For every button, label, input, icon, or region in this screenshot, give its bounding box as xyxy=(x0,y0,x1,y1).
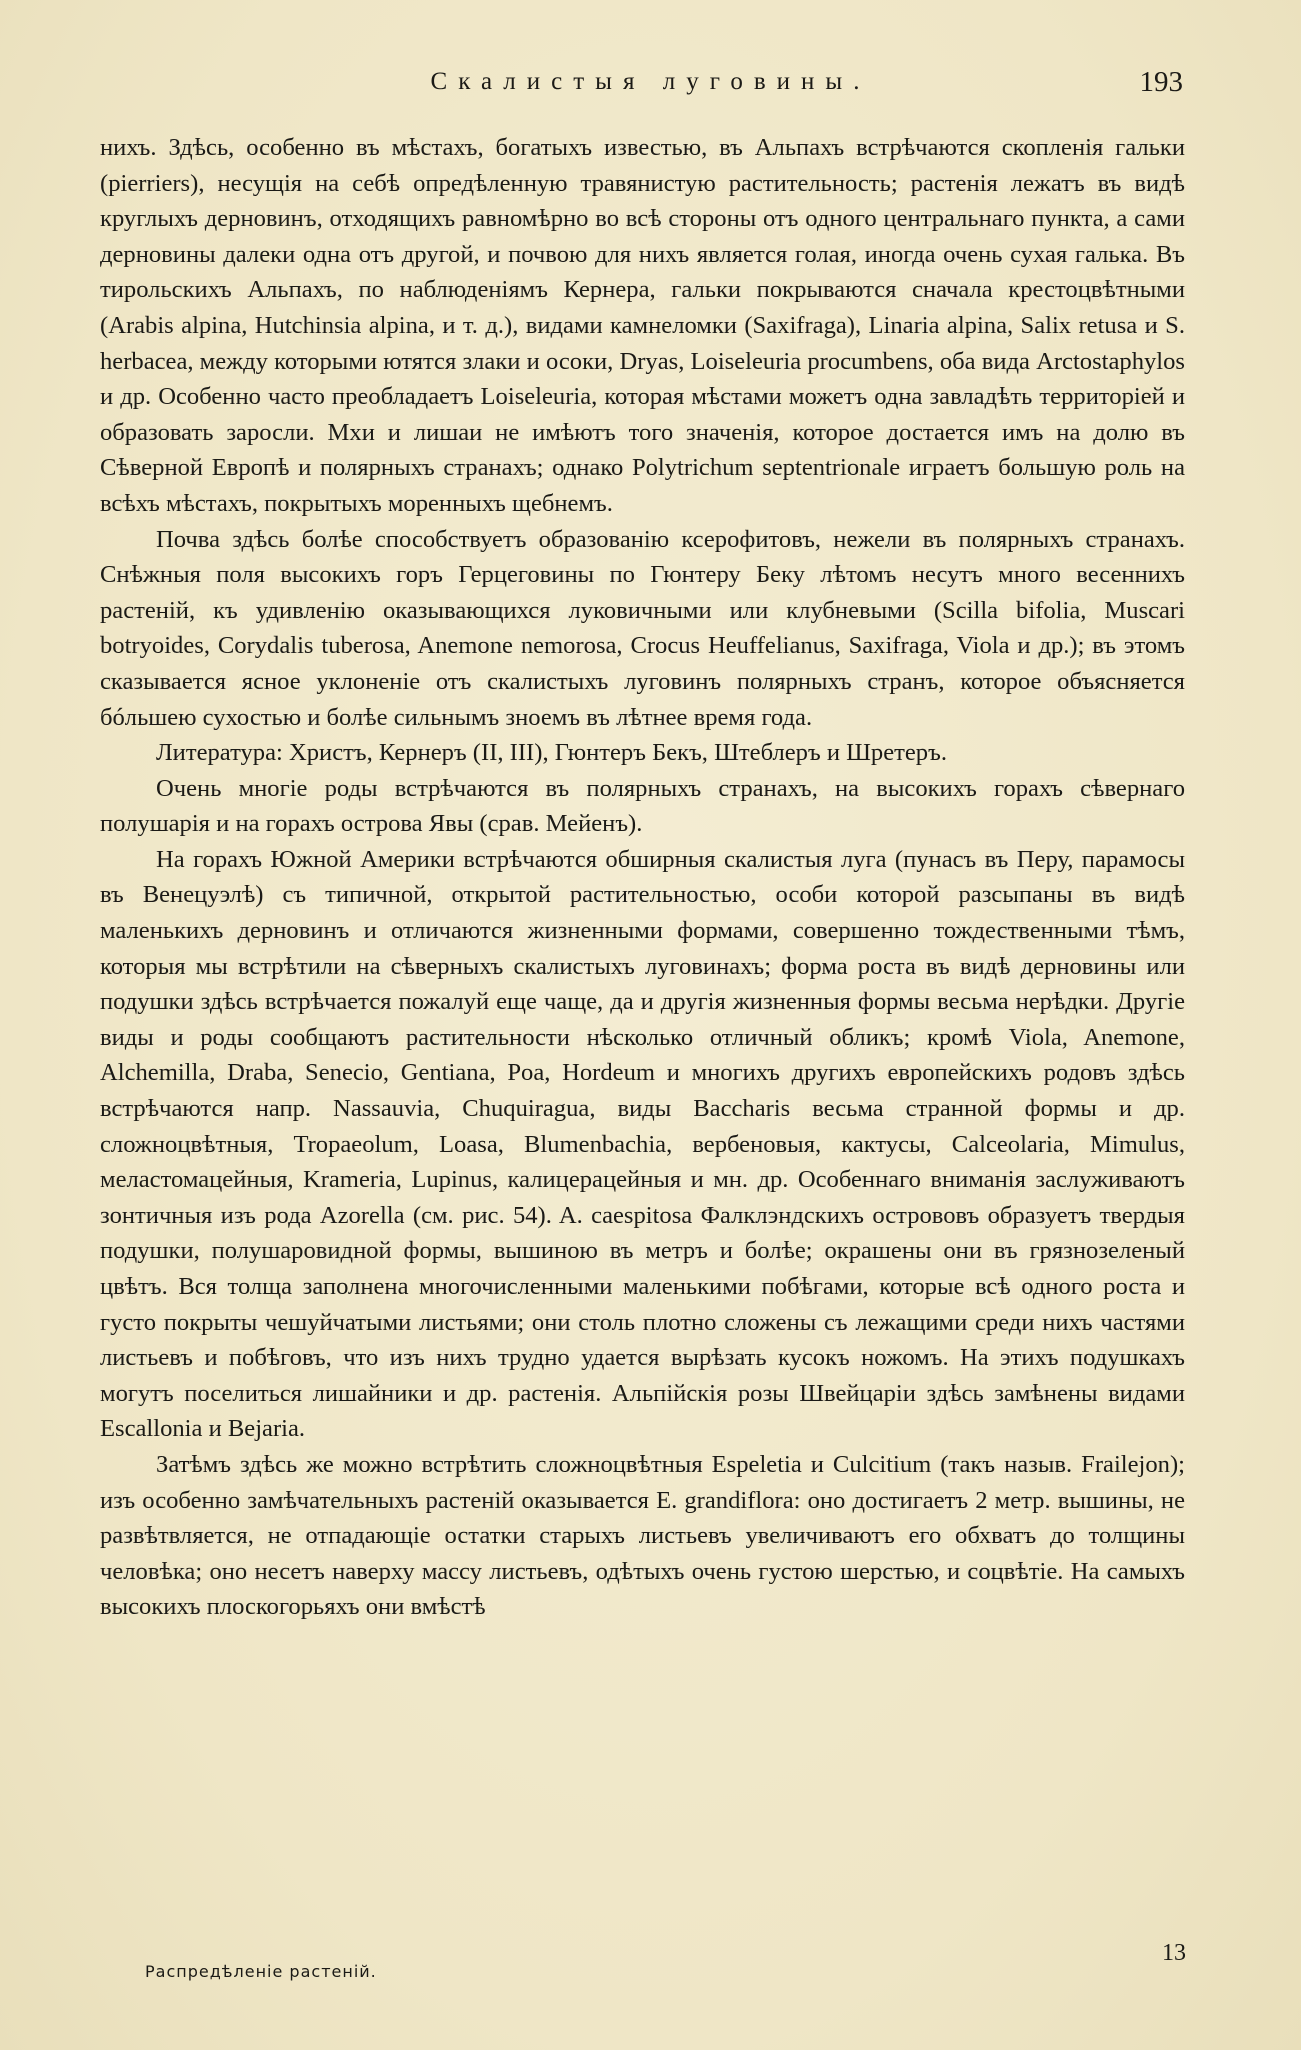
paragraph: На горахъ Южной Америки встрѣчаются обширныя скалистыя луга (пунасъ въ Перу, парамосы въ Венецуэлѣ) съ типичной, открытой растительностью, особи которой разсыпаны въ видѣ маленькихъ дерновинъ и отличаются жизненными формами, совершенно тождественными тѣмъ, которыя мы встрѣтили на сѣверныхъ скалистыхъ луговинахъ; форма роста въ видѣ дерновины или подушки здѣсь встрѣчается пожалуй еще чаще, да и другія жизненныя формы весьма нерѣдки. Другіе виды и роды сообщаютъ растительности нѣсколько отличный обликъ; кромѣ Viola, Anemone, Alchemilla, Draba, Senecio, Gentiana, Poa, Hordeum и многихъ другихъ европейскихъ родовъ здѣсь встрѣчаются напр. Nassauvia, Chuquiragua, виды Baccharis весьма странной формы и др. сложноцвѣтныя, Tropaeolum, Loasa, Blumenbachia, вербеновыя, кактусы, Calceolaria, Mimulus, меластомацейныя, Krameria, Lupinus, калицерацейныя и мн. др. Особеннаго вниманія заслуживаютъ зонтичныя изъ рода Azorella (см. рис. 54). A. caespitosa Фалклэндскихъ острововъ образуетъ твердыя подушки, полушаровидной формы, вышиною въ метръ и болѣе; окрашены они въ грязнозеленый цвѣтъ. Вся толща заполнена многочисленными маленькими побѣгами, которые всѣ одного роста и густо покрыты чешуйчатыми листьями; они столь плотно сложены съ лежащими среди нихъ частями листьевъ и побѣговъ, что изъ нихъ трудно удается вырѣзать кусокъ ножомъ. На этихъ подушкахъ могутъ поселиться лишайники и др. растенія. Альпійскія розы Швейцаріи здѣсь замѣнены видами Escallonia и Bejaria. xyxy=(100,845,1185,1443)
paragraph: Литература: Христъ, Кернеръ (II, III), Гюнтеръ Бекъ, Штеблеръ и Шретеръ. xyxy=(156,739,947,767)
sheet-number: 13 xyxy=(1162,1940,1186,1966)
running-title: Скалистыя луговины. xyxy=(430,68,871,95)
body-text xyxy=(100,130,1185,1625)
paragraph: Очень многіе роды встрѣчаются въ полярныхъ странахъ, на высокихъ горахъ сѣвернаго полушарія и на горахъ острова Явы (срав. Мейенъ). xyxy=(100,774,1185,838)
paragraph: Почва здѣсь болѣе способствуетъ образованію ксерофитовъ, нежели въ полярныхъ странахъ. Снѣжныя поля высокихъ горъ Герцеговины по Гюнтеру Беку лѣтомъ несутъ много весеннихъ растеній, къ удивленію оказывающихся луковичными или клубневыми (Scilla bifolia, Muscari botryoides, Corydalis tuberosa, Anemone nemorosa, Crocus Heuffelianus, Saxifraga, Viola и др.); въ этомъ сказывается ясное уклоненіе отъ скалистыхъ луговинъ полярныхъ странъ, которое объясняется бóльшею сухостью и болѣе сильнымъ зноемъ въ лѣтнее время года. xyxy=(100,525,1185,731)
running-head xyxy=(0,68,1301,108)
paragraph: нихъ. Здѣсь, особенно въ мѣстахъ, богатыхъ известью, въ Альпахъ встрѣчаются скопленія гальки (pierriers), несущія на себѣ опредѣленную травянистую растительность; растенія лежатъ въ видѣ круглыхъ дерновинъ, отходящихъ равномѣрно во всѣ стороны отъ одного центральнаго пункта, а сами дерновины далеки одна отъ другой, и почвою для нихъ является голая, иногда очень сухая галька. Въ тирольскихъ Альпахъ, по наблюденіямъ Кернера, гальки покрываются сначала крестоцвѣтными (Arabis alpina, Hutchinsia alpina, и т. д.), видами камнеломки (Saxifraga), Linaria alpina, Salix retusa и S. herbacea, между которыми ютятся злаки и осоки, Dryas, Loiseleuria procumbens, оба вида Arctostaphylos и др. Особенно часто преобладаетъ Loiseleuria, которая мѣстами можетъ одна завладѣть территоріей и образовать заросли. Мхи и лишаи не имѣютъ того значенія, которое достается имъ на долю въ Сѣверной Европѣ и полярныхъ странахъ; однако Polytrichum septentrionale играетъ большую роль на всѣхъ мѣстахъ, покрытыхъ моренныхъ щебнемъ. xyxy=(100,134,1185,517)
signature-mark: Распредѣленіе растеній. xyxy=(145,1962,377,1981)
page-number: 193 xyxy=(1139,66,1183,98)
paragraph: Затѣмъ здѣсь же можно встрѣтить сложноцвѣтныя Espeletia и Culcitium (такъ назыв. Frailejon); изъ особенно замѣчательныхъ растеній оказывается E. grandiflora: оно достигаетъ 2 метр. вышины, не развѣтвляется, не отпадающіе остатки старыхъ листьевъ увеличиваютъ его обхватъ до толщины человѣка; оно несетъ наверху массу листьевъ, одѣтыхъ очень густою шерстью, и соцвѣтіе. На самыхъ высокихъ плоскогорьяхъ они вмѣстѣ xyxy=(100,1450,1185,1621)
